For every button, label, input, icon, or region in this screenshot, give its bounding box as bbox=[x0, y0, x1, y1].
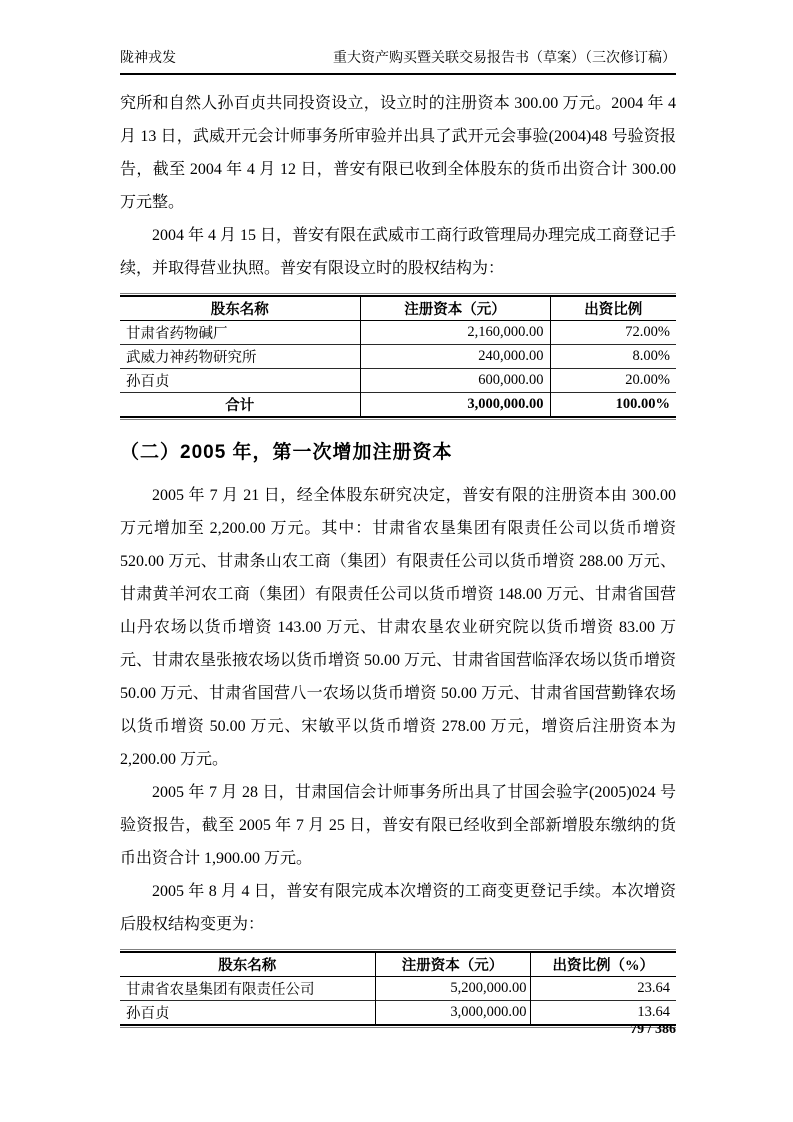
ratio-cell: 20.00% bbox=[550, 369, 676, 393]
ratio-cell: 8.00% bbox=[550, 345, 676, 369]
capital-cell: 600,000.00 bbox=[360, 369, 550, 393]
shareholding-table-initial bbox=[120, 295, 676, 418]
header-company-name: 陇神戎发 bbox=[120, 51, 176, 66]
equity-table-2005 bbox=[120, 949, 676, 1028]
table-header-row bbox=[120, 952, 676, 977]
shareholder-name-cell: 孙百贞 bbox=[120, 1001, 375, 1026]
paragraph-2: 2004 年 4 月 15 日，普安有限在武威市工商行政管理局办理完成工商登记手续，并取得营业执照。普安有限设立时的股权结构为： bbox=[120, 227, 677, 277]
column-header-ratio: 出资比例（%） bbox=[530, 952, 676, 977]
column-header-capital: 注册资本（元） bbox=[360, 296, 550, 321]
table-row bbox=[120, 977, 676, 1001]
total-capital-cell: 3,000,000.00 bbox=[360, 393, 550, 418]
shareholder-name-cell: 孙百贞 bbox=[120, 369, 360, 393]
paragraph-1: 究所和自然人孙百贞共同投资设立，设立时的注册资本 300.00 万元。2004 年 4 月 13 日，武威开元会计师事务所审验并出具了武开元会事验(2004)48 号验资报告，截至 2004 年 4 月 12 日，普安有限已收到全体股东的货币出资合计 300.00 万元整。 bbox=[120, 95, 676, 211]
total-ratio-cell: 100.00% bbox=[550, 393, 676, 418]
paragraph-5: 2005 年 8 月 4 日，普安有限完成本次增资的工商变更登记手续。本次增资后股权结构变更为： bbox=[120, 883, 676, 933]
table-row bbox=[120, 345, 676, 369]
page-number: 79 / 386 bbox=[630, 1022, 676, 1037]
table-total-row bbox=[120, 393, 676, 418]
paragraph-4: 2005 年 7 月 28 日，甘肃国信会计师事务所出具了甘国会验字(2005)024 号验资报告，截至 2005 年 7 月 25 日，普安有限已经收到全部新增股东缴纳的货币出资合计 1,900.00 万元。 bbox=[120, 784, 676, 867]
table-row bbox=[120, 369, 676, 393]
ratio-cell: 13.64 bbox=[530, 1001, 676, 1026]
page-header bbox=[120, 50, 676, 75]
column-header-ratio: 出资比例 bbox=[550, 296, 676, 321]
ratio-cell: 72.00% bbox=[550, 321, 676, 345]
column-header-shareholder: 股东名称 bbox=[120, 952, 375, 977]
paragraph-3: 2005 年 7 月 21 日，经全体股东研究决定，普安有限的注册资本由 300.00 万元增加至 2,200.00 万元。其中：甘肃省农垦集团有限责任公司以货币增资 520.00 万元、甘肃条山农工商（集团）有限责任公司以货币增资 288.00 万元、甘肃黄羊河农工商（集团）有限责任公司以货币增资 148.00 万元、甘肃省国营山丹农场以货币增资 143.00 万元、甘肃农垦农业研究院以货币增资 83.00 万元、甘肃农垦张掖农场以货币增资 50.00 万元、甘肃省国营临泽农场以货币增资 50.00 万元、甘肃省国营八一农场以货币增资 50.00 万元、甘肃省国营勤锋农场以货币增资 50.00 万元、宋敏平以货币增资 278.00 万元，增资后注册资本为 2,200.00 万元。 bbox=[120, 487, 677, 768]
table-row bbox=[120, 321, 676, 345]
table-header-row bbox=[120, 296, 676, 321]
document-body bbox=[120, 87, 676, 1028]
total-label-cell: 合计 bbox=[120, 393, 360, 418]
shareholder-name-cell: 武威力神药物研究所 bbox=[120, 345, 360, 369]
equity-table-2004 bbox=[120, 293, 676, 420]
section-heading: （二）2005 年，第一次增加注册资本 bbox=[120, 442, 453, 463]
ratio-cell: 23.64 bbox=[530, 977, 676, 1001]
capital-cell: 5,200,000.00 bbox=[375, 977, 530, 1001]
column-header-capital: 注册资本（元） bbox=[375, 952, 530, 977]
shareholding-table-after-increase bbox=[120, 951, 676, 1026]
capital-cell: 2,160,000.00 bbox=[360, 321, 550, 345]
table-row bbox=[120, 1001, 676, 1026]
capital-cell: 3,000,000.00 bbox=[375, 1001, 530, 1026]
header-report-title: 重大资产购买暨关联交易报告书（草案）（三次修订稿） bbox=[333, 51, 676, 66]
shareholder-name-cell: 甘肃省农垦集团有限责任公司 bbox=[126, 982, 315, 998]
shareholder-name-cell: 甘肃省药物碱厂 bbox=[126, 326, 228, 342]
column-header-shareholder: 股东名称 bbox=[120, 296, 360, 321]
capital-cell: 240,000.00 bbox=[360, 345, 550, 369]
